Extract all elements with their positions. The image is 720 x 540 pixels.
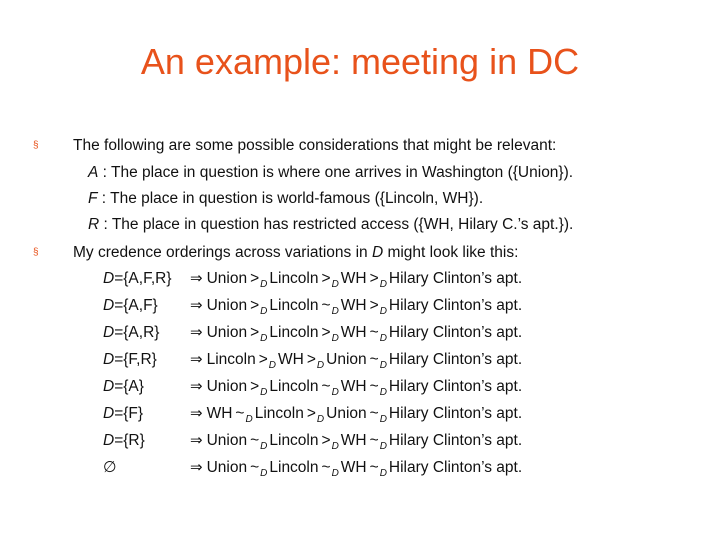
slide-title: An example: meeting in DC bbox=[140, 41, 580, 82]
relation-subscript: D bbox=[379, 360, 387, 371]
ordering-item: Union bbox=[206, 459, 248, 476]
ordering-item: Hilary Clinton’s apt. bbox=[388, 378, 523, 395]
ordering-item: WH bbox=[340, 324, 367, 341]
ordering-chain bbox=[190, 352, 522, 371]
ordering-row bbox=[0, 298, 720, 318]
ordering-item: Lincoln bbox=[206, 351, 256, 368]
relation-subscript: D bbox=[260, 441, 268, 452]
relation-subscript: D bbox=[245, 414, 253, 425]
relation-subscript: D bbox=[260, 468, 268, 479]
implies-arrow-icon: ⇒ bbox=[190, 404, 203, 422]
ordering-relation: ~ bbox=[369, 405, 379, 422]
ordering-item: WH bbox=[340, 270, 367, 287]
ordering-relation: ~ bbox=[369, 459, 379, 476]
ordering-relation: > bbox=[321, 270, 331, 287]
relation-subscript: D bbox=[316, 414, 325, 425]
relation-subscript: D bbox=[260, 387, 268, 398]
ordering-item: WH bbox=[340, 378, 367, 395]
ordering-relation: > bbox=[306, 351, 316, 368]
ordering-item: Hilary Clinton’s apt. bbox=[388, 297, 523, 314]
ordering-item: Lincoln bbox=[269, 378, 319, 395]
relation-subscript: D bbox=[331, 333, 339, 344]
ordering-set: D={A,F} bbox=[103, 297, 158, 314]
ordering-relation: ~ bbox=[235, 405, 245, 422]
implies-arrow-icon: ⇒ bbox=[190, 296, 203, 314]
relation-subscript: D bbox=[331, 306, 339, 317]
ordering-row bbox=[0, 352, 720, 372]
ordering-item: Union bbox=[326, 405, 367, 422]
ordering-row bbox=[0, 460, 720, 480]
implies-arrow-icon: ⇒ bbox=[190, 458, 203, 476]
consideration-text: : The place in question is where one arrives in Washington ({Union}). bbox=[98, 164, 574, 181]
implies-arrow-icon: ⇒ bbox=[190, 377, 203, 395]
relation-subscript: D bbox=[260, 333, 268, 344]
bullet-marker: § bbox=[33, 247, 39, 258]
ordering-relation: > bbox=[250, 270, 260, 287]
relation-subscript: D bbox=[379, 387, 387, 398]
consideration-letter: F bbox=[88, 190, 98, 207]
ordering-relation: > bbox=[306, 405, 316, 422]
relation-subscript: D bbox=[379, 441, 387, 452]
consideration-f bbox=[88, 191, 483, 207]
ordering-item: Lincoln bbox=[269, 432, 319, 449]
ordering-item: Hilary Clinton’s apt. bbox=[388, 405, 523, 422]
ordering-relation: ~ bbox=[369, 351, 379, 368]
ordering-row bbox=[0, 379, 720, 399]
relation-subscript: D bbox=[331, 387, 339, 398]
ordering-chain bbox=[190, 325, 522, 344]
relation-subscript: D bbox=[379, 468, 387, 479]
ordering-relation: ~ bbox=[250, 459, 260, 476]
consideration-text: : The place in question is world-famous ({Lincoln, WH}). bbox=[97, 190, 484, 207]
ordering-relation: ~ bbox=[321, 459, 331, 476]
ordering-item: Union bbox=[206, 270, 248, 287]
ordering-relation: ~ bbox=[250, 432, 260, 449]
ordering-set: ∅ bbox=[103, 459, 117, 476]
ordering-item: Union bbox=[206, 297, 248, 314]
variable-d: D bbox=[371, 244, 384, 261]
ordering-chain bbox=[190, 271, 522, 290]
ordering-set: D={A} bbox=[103, 378, 144, 395]
ordering-set: D={F,R} bbox=[103, 351, 157, 368]
ordering-chain bbox=[190, 379, 522, 398]
ordering-row bbox=[0, 406, 720, 426]
ordering-item: Union bbox=[326, 351, 367, 368]
relation-subscript: D bbox=[379, 279, 387, 290]
ordering-chain bbox=[190, 298, 522, 317]
ordering-item: WH bbox=[340, 432, 367, 449]
consideration-r bbox=[88, 217, 573, 233]
implies-arrow-icon: ⇒ bbox=[190, 350, 203, 368]
bullet-text: My credence orderings across variations in D might look like this: bbox=[73, 244, 519, 261]
ordering-relation: > bbox=[321, 432, 331, 449]
ordering-set: D={F} bbox=[103, 405, 144, 422]
relation-subscript: D bbox=[316, 360, 325, 371]
ordering-item: WH bbox=[340, 459, 367, 476]
ordering-item: Hilary Clinton’s apt. bbox=[388, 459, 523, 476]
ordering-set: D={A,R} bbox=[103, 324, 160, 341]
ordering-row bbox=[0, 433, 720, 453]
ordering-item: Union bbox=[206, 432, 248, 449]
relation-subscript: D bbox=[379, 414, 387, 425]
ordering-relation: ~ bbox=[321, 378, 331, 395]
ordering-item: WH bbox=[278, 351, 304, 368]
ordering-item: Union bbox=[206, 324, 248, 341]
bullet-text: The following are some possible considerations that might be relevant: bbox=[73, 137, 557, 154]
ordering-relation: ~ bbox=[369, 324, 379, 341]
relation-subscript: D bbox=[379, 306, 387, 317]
consideration-a bbox=[88, 165, 573, 181]
relation-subscript: D bbox=[331, 468, 339, 479]
implies-arrow-icon: ⇒ bbox=[190, 431, 203, 449]
ordering-relation: ~ bbox=[369, 432, 379, 449]
ordering-relation: > bbox=[258, 351, 268, 368]
implies-arrow-icon: ⇒ bbox=[190, 323, 203, 341]
relation-subscript: D bbox=[379, 333, 387, 344]
ordering-item: WH bbox=[340, 297, 367, 314]
ordering-chain bbox=[190, 406, 522, 425]
relation-subscript: D bbox=[331, 279, 339, 290]
ordering-relation: > bbox=[250, 297, 260, 314]
ordering-item: Lincoln bbox=[254, 405, 304, 422]
ordering-chain bbox=[190, 433, 522, 452]
relation-subscript: D bbox=[268, 360, 276, 371]
bullet-marker: § bbox=[33, 140, 39, 151]
relation-subscript: D bbox=[260, 279, 268, 290]
ordering-item: Hilary Clinton’s apt. bbox=[388, 351, 523, 368]
ordering-relation: > bbox=[321, 324, 331, 341]
ordering-relation: > bbox=[369, 297, 379, 314]
ordering-relation: > bbox=[250, 324, 260, 341]
ordering-relation: > bbox=[250, 378, 260, 395]
ordering-relation: > bbox=[369, 270, 379, 287]
ordering-item: Lincoln bbox=[269, 297, 319, 314]
consideration-text: : The place in question has restricted access ({WH, Hilary C.’s apt.}). bbox=[99, 216, 574, 233]
ordering-item: Hilary Clinton’s apt. bbox=[388, 324, 523, 341]
ordering-row bbox=[0, 325, 720, 345]
ordering-row bbox=[0, 271, 720, 291]
ordering-item: Lincoln bbox=[269, 270, 319, 287]
ordering-relation: ~ bbox=[369, 378, 379, 395]
relation-subscript: D bbox=[260, 306, 268, 317]
ordering-chain bbox=[190, 460, 522, 479]
consideration-letter: R bbox=[88, 216, 100, 233]
relation-subscript: D bbox=[331, 441, 339, 452]
ordering-item: Lincoln bbox=[269, 459, 319, 476]
ordering-item: WH bbox=[206, 405, 233, 422]
ordering-set: D={A,F,R} bbox=[103, 270, 172, 287]
ordering-relation: ~ bbox=[321, 297, 331, 314]
ordering-item: Lincoln bbox=[269, 324, 319, 341]
ordering-item: Union bbox=[206, 378, 248, 395]
implies-arrow-icon: ⇒ bbox=[190, 269, 203, 287]
consideration-letter: A bbox=[88, 164, 99, 181]
ordering-item: Hilary Clinton’s apt. bbox=[388, 432, 523, 449]
ordering-item: Hilary Clinton’s apt. bbox=[388, 270, 523, 287]
ordering-set: D={R} bbox=[103, 432, 145, 449]
